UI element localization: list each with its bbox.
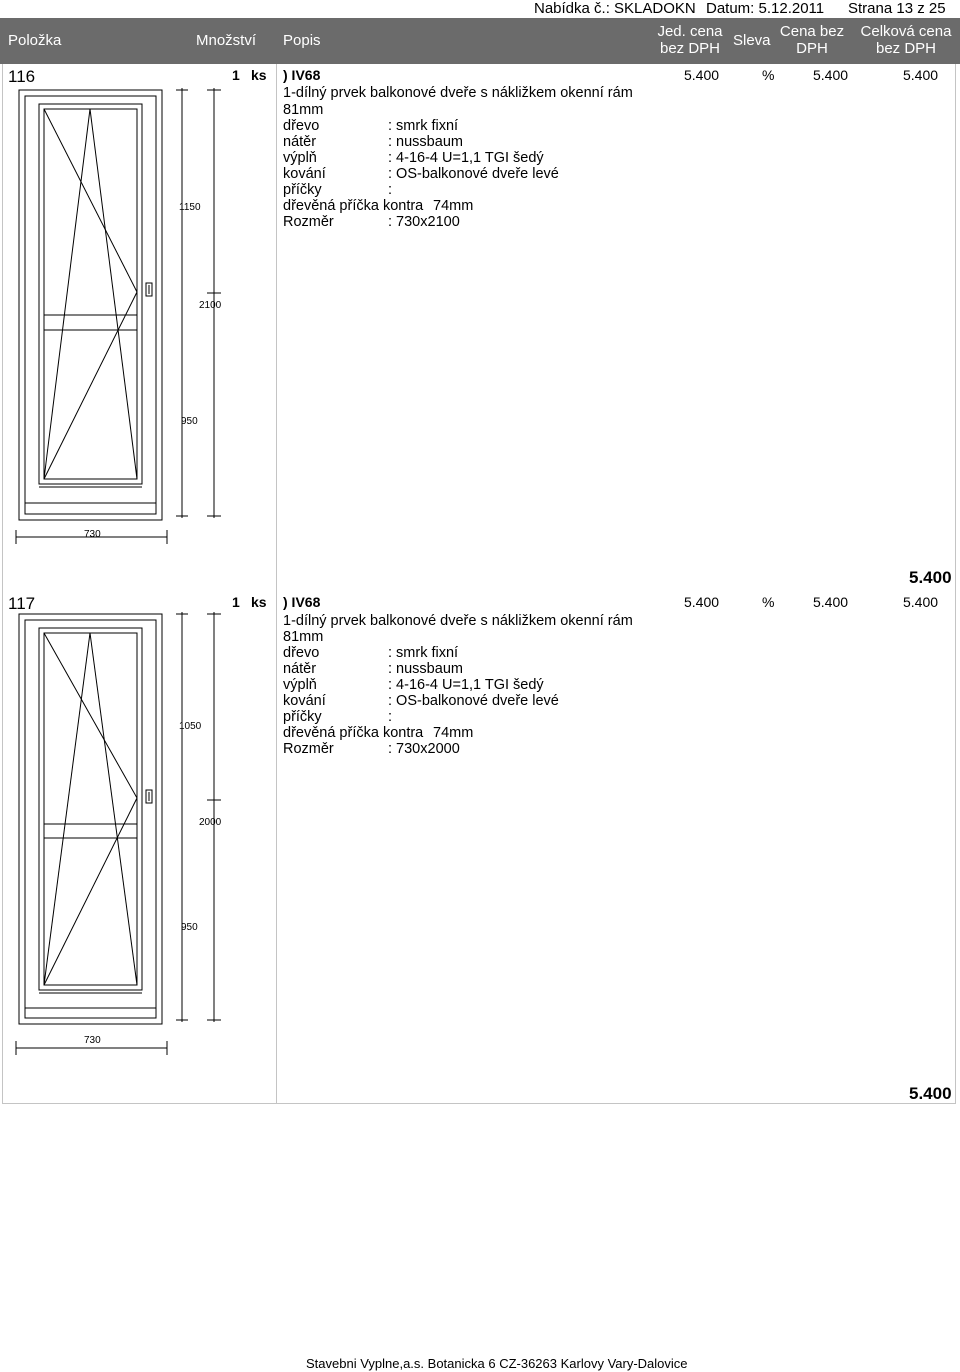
dimension-width: 730: [84, 529, 101, 540]
item-subtotal: 5.400: [909, 568, 952, 587]
bar-line: dřevěná příčka kontra: [283, 725, 424, 741]
item-quantity: 1: [232, 594, 240, 610]
prop-key: kování: [283, 693, 326, 709]
column-description: Popis: [283, 32, 321, 49]
column-total: Celková cena bez DPH: [860, 23, 952, 57]
item-code: ) IV68: [283, 67, 321, 83]
size-key: Rozměr: [283, 741, 334, 757]
offer-date: Datum: 5.12.2011: [706, 0, 825, 17]
prop-key: výplň: [283, 150, 317, 166]
item-code: ) IV68: [283, 594, 321, 610]
dimension-height: 2100: [199, 300, 222, 311]
prop-value: :: [388, 709, 393, 725]
item-discount: %: [762, 594, 775, 610]
item-total-price: 5.400: [903, 67, 939, 83]
bar-line: dřevěná příčka kontra: [283, 198, 424, 214]
prop-key: příčky: [283, 182, 322, 198]
grid-line: [955, 64, 956, 1104]
item-unit-price: 5.400: [684, 67, 720, 83]
page-number: Strana 13 z 25: [848, 0, 946, 17]
item-subtitle: 81mm: [283, 629, 324, 645]
dimension-upper: 1050: [179, 721, 202, 732]
size-value: : 730x2000: [388, 741, 460, 757]
column-price: Cena bez DPH: [779, 23, 845, 57]
prop-value: : OS-balkonové dveře levé: [388, 166, 559, 182]
item-price: 5.400: [813, 67, 849, 83]
item-quantity: 1: [232, 67, 240, 83]
offer-number: Nabídka č.: SKLADOKN: [534, 0, 696, 17]
item-unit-price: 5.400: [684, 594, 720, 610]
prop-value: : 4-16-4 U=1,1 TGI šedý: [388, 677, 544, 693]
prop-key: dřevo: [283, 645, 320, 661]
size-key: Rozměr: [283, 214, 334, 230]
prop-key: nátěr: [283, 134, 317, 150]
item-unit: ks: [251, 67, 267, 83]
prop-value: : smrk fixní: [388, 645, 459, 661]
grid-line: [2, 1103, 956, 1104]
column-quantity: Množství: [196, 32, 257, 49]
bar-value: 74mm: [433, 725, 474, 741]
prop-value: :: [388, 182, 393, 198]
prop-key: dřevo: [283, 118, 320, 134]
prop-value: : OS-balkonové dveře levé: [388, 693, 559, 709]
prop-value: : nussbaum: [388, 661, 463, 677]
column-item: Položka: [8, 32, 62, 49]
prop-key: nátěr: [283, 661, 317, 677]
prop-value: : 4-16-4 U=1,1 TGI šedý: [388, 150, 544, 166]
prop-value: : smrk fixní: [388, 118, 459, 134]
item-title: 1-dílný prvek balkonové dveře s nákližkem okenní rám: [283, 85, 633, 101]
item-total-price: 5.400: [903, 594, 939, 610]
item-title: 1-dílný prvek balkonové dveře s nákližkem okenní rám: [283, 613, 633, 629]
footer-company: Stavebni Vyplne,a.s. Botanicka 6 CZ-36263 Karlovy Vary-Dalovice: [306, 1356, 688, 1371]
bar-value: 74mm: [433, 198, 474, 214]
item-subtotal: 5.400: [909, 1084, 952, 1103]
item-number: 116: [8, 67, 36, 86]
column-unit-price: Jed. cena bez DPH: [657, 23, 723, 57]
item-number: 117: [8, 594, 36, 613]
column-discount: Sleva: [733, 32, 771, 49]
prop-key: příčky: [283, 709, 322, 725]
dimension-upper: 1150: [179, 202, 201, 213]
dimension-lower: 950: [181, 416, 198, 427]
grid-line: [276, 64, 277, 1104]
prop-key: výplň: [283, 677, 317, 693]
dimension-lower: 950: [181, 922, 198, 933]
item-unit: ks: [251, 594, 267, 610]
dimension-height: 2000: [199, 817, 222, 828]
door-drawing: [0, 80, 276, 590]
size-value: : 730x2100: [388, 214, 460, 230]
item-price: 5.400: [813, 594, 849, 610]
prop-value: : nussbaum: [388, 134, 463, 150]
item-subtitle: 81mm: [283, 102, 324, 118]
table-header: [0, 18, 960, 64]
item-discount: %: [762, 67, 775, 83]
door-drawing: [0, 612, 276, 1082]
dimension-width: 730: [84, 1035, 101, 1046]
prop-key: kování: [283, 166, 326, 182]
